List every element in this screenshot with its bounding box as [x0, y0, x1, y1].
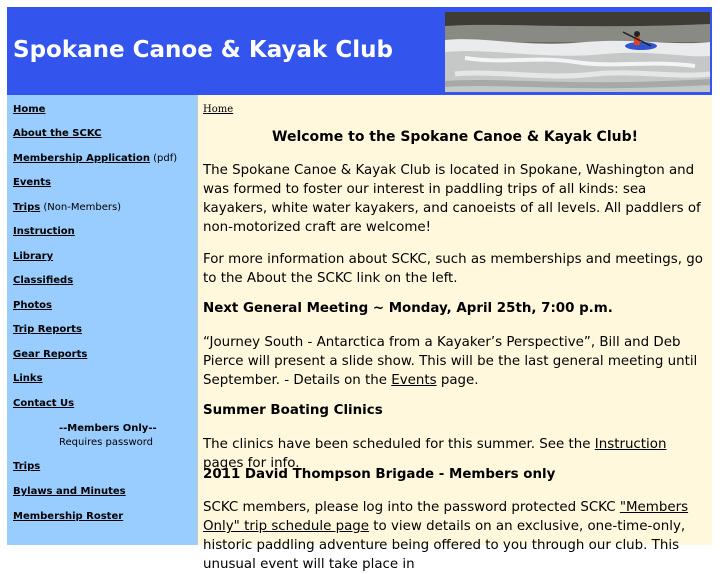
nav-link-library[interactable]: Library	[13, 251, 54, 262]
sidebar-item-member-trips	[13, 461, 40, 472]
sidebar-item-membership-application	[13, 153, 177, 164]
clinics-paragraph: The clinics have been scheduled for this summer. See the Instruction pages for info.	[203, 437, 667, 471]
kayaker-waterfall-photo	[445, 12, 710, 92]
nav-link-events[interactable]: Events	[13, 177, 51, 188]
more-info-paragraph: For more information about SCKC, such as memberships and meetings, go to the About the SCKC link on the left.	[203, 252, 703, 286]
events-link[interactable]: Events	[391, 373, 437, 388]
breadcrumb-home[interactable]: Home	[203, 104, 234, 115]
sidebar-item-home	[13, 104, 45, 115]
sidebar-item-trips	[13, 202, 121, 213]
sidebar-item-gear-reports	[13, 349, 87, 360]
sidebar-nav	[7, 95, 197, 545]
nav-link-gear-reports[interactable]: Gear Reports	[13, 349, 88, 360]
intro-paragraph: The Spokane Canoe & Kayak Club is located in Spokane, Washington and was formed to foster our interest in paddling trips of all kinds: sea kayakers, white water kayakers, and canoeists of all levels. All paddlers of non-motorized craft are welcome!	[203, 163, 701, 235]
clinics-heading: Summer Boating Clinics	[203, 403, 383, 418]
sidebar-item-instruction	[13, 226, 75, 237]
sidebar-item-events	[13, 177, 51, 188]
sidebar-item-photos	[13, 300, 52, 311]
sidebar-item-classifieds	[13, 275, 73, 286]
nav-link-trip-reports[interactable]: Trip Reports	[13, 324, 82, 335]
nav-link-links[interactable]: Links	[13, 373, 43, 384]
members-only-subtitle: Requires password	[59, 437, 154, 448]
instruction-link[interactable]: Instruction	[594, 437, 667, 452]
sidebar-item-contact-us	[13, 398, 74, 409]
nav-link-classifieds[interactable]: Classifieds	[13, 275, 74, 286]
main-content	[198, 95, 712, 572]
sidebar-item-about	[13, 128, 102, 139]
members-only-title: --Members Only--	[59, 423, 157, 434]
sidebar-item-membership-roster	[13, 511, 123, 522]
sidebar-item-links	[13, 373, 43, 384]
nav-link-trips[interactable]: Trips	[13, 202, 41, 213]
brigade-paragraph: SCKC members, please log into the password protected SCKC "Members Only" trip schedule page to view details on an exclusive, one-time-only, historic paddling adventure being offered to you through our club. This unusual event will take place in	[203, 500, 689, 572]
nav-link-membership-roster[interactable]: Membership Roster	[13, 511, 124, 522]
sidebar-item-trip-reports	[13, 324, 82, 335]
nav-link-contact-us[interactable]: Contact Us	[13, 398, 75, 409]
nav-link-member-trips[interactable]: Trips	[13, 461, 41, 472]
kayaker-waterfall-illustration	[445, 12, 710, 92]
nav-link-membership-application[interactable]: Membership Application	[13, 153, 150, 164]
non-members-note: (Non-Members)	[43, 202, 122, 213]
nav-link-bylaws[interactable]: Bylaws and Minutes	[13, 486, 126, 497]
pdf-note: (pdf)	[153, 153, 178, 164]
members-only-schedule-link[interactable]: "Members Only" trip schedule page	[203, 500, 689, 534]
nav-link-home[interactable]: Home	[13, 104, 46, 115]
welcome-heading: Welcome to the Spokane Canoe & Kayak Club!	[272, 129, 638, 145]
site-header	[7, 7, 712, 95]
sidebar-item-library	[13, 251, 53, 262]
meeting-heading: Next General Meeting ~ Monday, April 25th, 7:00 p.m.	[203, 301, 613, 316]
site-title: Spokane Canoe & Kayak Club	[13, 37, 393, 63]
brigade-heading: 2011 David Thompson Brigade - Members only	[203, 467, 556, 482]
sidebar-item-bylaws	[13, 486, 126, 497]
meeting-paragraph: “Journey South - Antarctica from a Kayaker’s Perspective”, Bill and Deb Pierce will present a slide show. This will be the last general meeting until September. - Details on the Events page.	[203, 335, 698, 388]
nav-link-about[interactable]: About the SCKC	[13, 128, 102, 139]
nav-link-instruction[interactable]: Instruction	[13, 226, 75, 237]
nav-link-photos[interactable]: Photos	[13, 300, 52, 311]
